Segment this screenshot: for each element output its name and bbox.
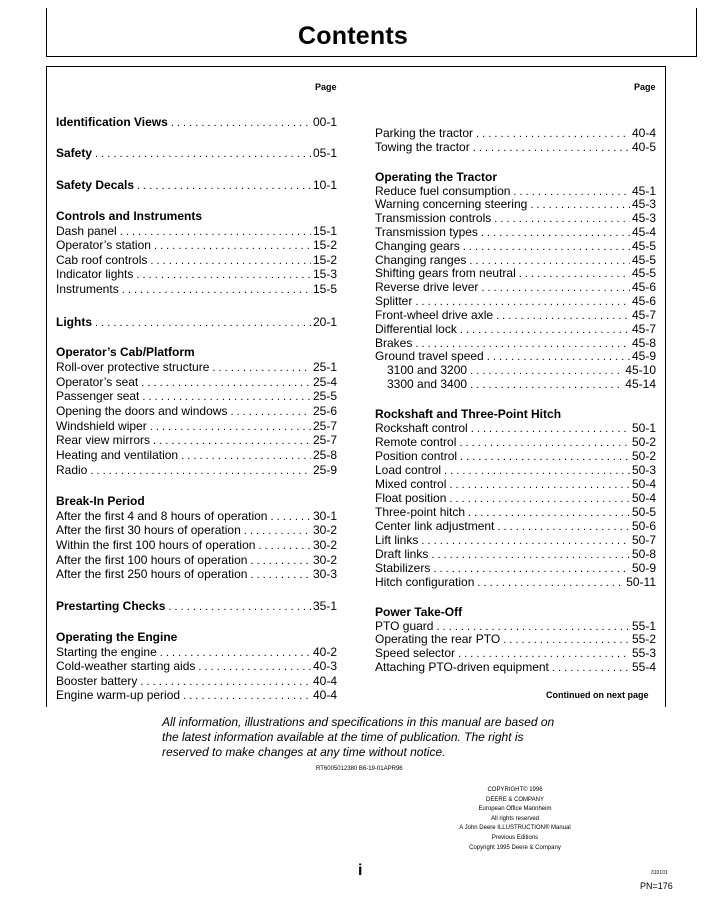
toc-page-number: 50-8 xyxy=(631,547,656,561)
toc-entry xyxy=(375,280,656,294)
toc-page-number: 25-9 xyxy=(312,463,337,477)
toc-entry xyxy=(375,363,656,377)
toc-entry xyxy=(56,419,337,433)
toc-page-number: 40-4 xyxy=(312,688,337,702)
toc-dot-leader xyxy=(459,436,630,450)
toc-page-number: 45-7 xyxy=(631,308,656,322)
toc-page-number: 30-3 xyxy=(312,567,337,581)
toc-entry-title: Lights xyxy=(56,315,92,329)
toc-page-number: 25-1 xyxy=(312,360,337,374)
toc-entry-title: Opening the doors and windows xyxy=(56,404,228,418)
toc-entry xyxy=(375,435,656,449)
toc-entry xyxy=(375,561,656,575)
toc-dot-leader xyxy=(487,350,630,364)
toc-entry xyxy=(375,239,656,253)
toc-entry xyxy=(375,533,656,547)
toc-page-number: 15-1 xyxy=(312,224,337,238)
copyright-line: Previous Editions xyxy=(491,834,539,841)
toc-page-number: 25-5 xyxy=(312,389,337,403)
toc-page-number: 45-4 xyxy=(631,225,656,239)
toc-entry-title: Reduce fuel consumption xyxy=(375,184,511,198)
toc-entry xyxy=(375,140,656,154)
toc-entry-title: Safety xyxy=(56,146,93,160)
toc-entry xyxy=(375,491,656,505)
toc-entry-title: Heating and ventilation xyxy=(56,448,179,462)
toc-dot-leader xyxy=(137,179,311,193)
toc-page-number: 50-4 xyxy=(631,491,656,505)
toc-dot-leader xyxy=(160,646,311,660)
toc-entry xyxy=(375,322,656,336)
toc-entry-title: 3300 and 3400 xyxy=(387,377,468,391)
toc-page-number: 30-2 xyxy=(312,523,337,537)
toc-entry-title: Controls and Instruments xyxy=(56,209,203,223)
toc-entry-title: Windshield wiper xyxy=(56,419,147,433)
toc-section-heading xyxy=(56,209,337,223)
toc-entry-title: Operator’s seat xyxy=(56,375,139,389)
toc-dot-leader xyxy=(473,141,630,155)
toc-entry-title: Center link adjustment xyxy=(375,519,495,533)
toc-entry-title: Changing gears xyxy=(375,239,460,253)
toc-section-heading xyxy=(375,407,656,421)
toc-page-number: 45-6 xyxy=(631,280,656,294)
toc-entry-title: Identification Views xyxy=(56,115,168,129)
toc-page-number: 10-1 xyxy=(312,178,337,192)
toc-entry xyxy=(56,645,337,659)
toc-dot-leader xyxy=(95,316,311,330)
toc-entry-title: Cold-weather starting aids xyxy=(56,659,196,673)
toc-entry xyxy=(375,632,656,646)
toc-entry xyxy=(375,575,656,589)
toc-entry-title: Engine warm-up period xyxy=(56,688,181,702)
toc-page-number: 40-5 xyxy=(631,140,656,154)
toc-entry xyxy=(375,463,656,477)
toc-section-heading xyxy=(375,170,656,184)
toc-entry xyxy=(56,659,337,673)
toc-entry-title: Splitter xyxy=(375,294,413,308)
toc-dot-leader xyxy=(95,147,311,161)
toc-entry-title: Passenger seat xyxy=(56,389,140,403)
toc-page-number: 45-5 xyxy=(631,239,656,253)
toc-dot-leader xyxy=(458,647,630,661)
toc-dot-leader xyxy=(503,633,630,647)
toc-dot-leader xyxy=(270,510,311,524)
toc-dot-leader xyxy=(496,309,630,323)
toc-page-number: 40-3 xyxy=(312,659,337,673)
toc-entry xyxy=(56,282,337,296)
toc-entry xyxy=(375,294,656,308)
toc-section-heading xyxy=(56,630,337,644)
toc-dot-leader xyxy=(460,450,630,464)
toc-entry xyxy=(375,477,656,491)
toc-dot-leader xyxy=(449,492,630,506)
toc-entry xyxy=(375,505,656,519)
toc-entry xyxy=(56,523,337,537)
toc-dot-leader xyxy=(468,506,630,520)
toc-dot-leader xyxy=(421,534,630,548)
toc-entry-title: Radio xyxy=(56,463,88,477)
toc-entry-title: Mixed control xyxy=(375,477,447,491)
toc-entry-title: After the first 4 and 8 hours of operation xyxy=(56,509,268,523)
toc-entry-title: Rear view mirrors xyxy=(56,433,151,447)
toc-entry-title: Lift links xyxy=(375,533,419,547)
toc-page-number: 45-8 xyxy=(631,336,656,350)
toc-entry xyxy=(375,211,656,225)
toc-page-number: 35-1 xyxy=(312,599,337,613)
toc-entry xyxy=(56,115,337,129)
toc-dot-leader xyxy=(463,240,630,254)
toc-dot-leader xyxy=(519,267,630,281)
toc-page-number: 50-2 xyxy=(631,435,656,449)
toc-page-number: 50-1 xyxy=(631,421,656,435)
toc-dot-leader xyxy=(153,434,311,448)
toc-dot-leader xyxy=(415,295,630,309)
toc-entry xyxy=(56,253,337,267)
toc-dot-leader xyxy=(168,600,311,614)
toc-entry-title: Transmission controls xyxy=(375,211,492,225)
copyright-line: DEERE & COMPANY xyxy=(486,796,544,803)
toc-page-number: 15-2 xyxy=(312,238,337,252)
toc-entry-title: Power Take-Off xyxy=(375,605,463,619)
toc-page-number: 45-5 xyxy=(631,253,656,267)
toc-dot-leader xyxy=(90,464,311,478)
toc-entry-title: Changing ranges xyxy=(375,253,467,267)
toc-entry xyxy=(375,519,656,533)
toc-dot-leader xyxy=(181,449,311,463)
toc-page-number: 45-14 xyxy=(625,377,656,391)
toc-entry xyxy=(375,449,656,463)
document-code: RT6005012380 B6-19-01APR96 xyxy=(316,766,403,772)
toc-entry-title: Roll-over protective structure xyxy=(56,360,210,374)
toc-dot-leader xyxy=(198,660,311,674)
toc-page-number: 50-7 xyxy=(631,533,656,547)
toc-dot-leader xyxy=(258,539,311,553)
page-title: Contents xyxy=(298,22,408,50)
toc-dot-leader xyxy=(494,212,630,226)
toc-entry-title: Starting the engine xyxy=(56,645,157,659)
toc-page-number: 30-1 xyxy=(312,509,337,523)
toc-entry xyxy=(56,238,337,252)
toc-entry xyxy=(56,599,337,613)
toc-dot-leader xyxy=(497,520,630,534)
toc-dot-leader xyxy=(150,254,311,268)
toc-page-number: 50-2 xyxy=(631,449,656,463)
left-page-header: Page xyxy=(315,82,337,92)
toc-entry-title: Operator’s Cab/Platform xyxy=(56,345,195,359)
copyright-line: COPYRIGHT© 1996 xyxy=(487,787,543,793)
toc-entry xyxy=(375,126,656,140)
toc-dot-leader xyxy=(244,524,311,538)
toc-page-number: 30-2 xyxy=(312,538,337,552)
toc-page-number: 25-6 xyxy=(312,404,337,418)
toc-dot-leader xyxy=(150,420,311,434)
toc-entry xyxy=(375,377,656,391)
toc-entry-title: Rockshaft and Three-Point Hitch xyxy=(375,407,562,421)
toc-dot-leader xyxy=(140,675,311,689)
toc-entry-title: Three-point hitch xyxy=(375,505,466,519)
copyright-line: European Office Mannheim xyxy=(478,806,552,813)
toc-dot-leader xyxy=(481,281,630,295)
toc-entry xyxy=(56,448,337,462)
toc-entry-title: Float position xyxy=(375,491,447,505)
continued-note: Continued on next page xyxy=(546,690,649,700)
toc-dot-leader xyxy=(250,568,311,582)
toc-entry xyxy=(375,336,656,350)
toc-entry xyxy=(56,404,337,418)
toc-dot-leader xyxy=(460,323,630,337)
toc-page-number: 50-6 xyxy=(631,519,656,533)
toc-entry-title: Front-wheel drive axle xyxy=(375,308,494,322)
toc-entry-title: Rockshaft control xyxy=(375,421,468,435)
toc-entry xyxy=(375,308,656,322)
toc-page-number: 50-3 xyxy=(631,463,656,477)
toc-dot-leader xyxy=(230,405,311,419)
toc-entry xyxy=(56,360,337,374)
toc-entry xyxy=(375,646,656,660)
toc-page-number: 50-5 xyxy=(631,505,656,519)
toc-page-number: 40-2 xyxy=(312,645,337,659)
toc-dot-leader xyxy=(431,548,630,562)
toc-entry-title: Reverse drive lever xyxy=(375,280,479,294)
toc-page-number: 45-7 xyxy=(631,322,656,336)
toc-entry xyxy=(56,267,337,281)
toc-entry-title: Towing the tractor xyxy=(375,140,470,154)
toc-page-number: 00-1 xyxy=(312,115,337,129)
toc-entry-title: Ground travel speed xyxy=(375,349,484,363)
toc-page-number: 55-1 xyxy=(631,619,656,633)
toc-entry-title: Position control xyxy=(375,449,458,463)
toc-entry-title: Load control xyxy=(375,463,442,477)
toc-page-number: 15-2 xyxy=(312,253,337,267)
toc-entry-title: PTO guard xyxy=(375,619,434,633)
toc-dot-leader xyxy=(470,364,623,378)
toc-dot-leader xyxy=(120,225,311,239)
toc-section-heading xyxy=(375,605,656,619)
copyright-line: A John Deere ILLUSTRUCTION® Manual xyxy=(459,825,571,832)
toc-entry-title: Operating the rear PTO xyxy=(375,632,501,646)
toc-entry-title: Differential lock xyxy=(375,322,457,336)
toc-dot-leader xyxy=(477,576,624,590)
publication-notice: All information, illustrations and specifications in this manual are based on the latest information available at the time of publication. The right is reserved to make changes at any time without notice. xyxy=(162,715,555,759)
toc-page-number: 55-4 xyxy=(631,660,656,674)
toc-dot-leader xyxy=(122,283,311,297)
toc-page-number: 50-11 xyxy=(626,575,656,589)
toc-dot-leader xyxy=(142,390,311,404)
toc-dot-leader xyxy=(552,661,630,675)
toc-entry-title: Stabilizers xyxy=(375,561,431,575)
toc-entry xyxy=(56,146,337,160)
toc-entry xyxy=(375,547,656,561)
toc-page-number: 50-9 xyxy=(631,561,656,575)
toc-page-number: 45-3 xyxy=(631,211,656,225)
toc-entry xyxy=(56,315,337,329)
toc-dot-leader xyxy=(250,554,311,568)
toc-entry-title: Draft links xyxy=(375,547,429,561)
toc-dot-leader xyxy=(154,239,311,253)
toc-entry-title: Remote control xyxy=(375,435,457,449)
toc-page-number: 25-8 xyxy=(312,448,337,462)
toc-entry-title: Safety Decals xyxy=(56,178,135,192)
toc-entry xyxy=(56,538,337,552)
toc-dot-leader xyxy=(212,361,311,375)
right-page-header: Page xyxy=(634,82,656,92)
toc-page-number: 40-4 xyxy=(312,674,337,688)
toc-entry xyxy=(375,421,656,435)
toc-entry-title: Brakes xyxy=(375,336,413,350)
toc-entry-title: After the first 100 hours of operation xyxy=(56,553,248,567)
toc-entry xyxy=(56,375,337,389)
toc-dot-leader xyxy=(471,422,630,436)
toc-entry-title: 3100 and 3200 xyxy=(387,363,468,377)
toc-entry xyxy=(375,266,656,280)
toc-page-number: 40-4 xyxy=(631,126,656,140)
toc-entry-title: Indicator lights xyxy=(56,267,134,281)
toc-page-number: 25-4 xyxy=(312,375,337,389)
toc-entry-title: Warning concerning steering xyxy=(375,197,528,211)
toc-page-number: 45-1 xyxy=(631,184,656,198)
page-folio: i xyxy=(358,862,363,879)
toc-page-number: 05-1 xyxy=(312,146,337,160)
copyright-line: All rights reserved xyxy=(490,815,540,822)
toc-page-number: 25-7 xyxy=(312,433,337,447)
page-number-code: PN=176 xyxy=(640,881,673,891)
toc-dot-leader xyxy=(141,376,311,390)
reference-number: 310101 xyxy=(651,870,668,876)
toc-entry-title: Booster battery xyxy=(56,674,138,688)
toc-entry xyxy=(375,660,656,674)
toc-entry-title: Instruments xyxy=(56,282,119,296)
toc-page-number: 55-3 xyxy=(631,646,656,660)
copyright-line: Copyright 1995 Deere & Company xyxy=(469,844,561,851)
toc-entry xyxy=(56,674,337,688)
toc-entry-title: Attaching PTO-driven equipment xyxy=(375,660,549,674)
toc-entry-title: After the first 250 hours of operation xyxy=(56,567,248,581)
copyright-block xyxy=(430,786,600,853)
toc-page-number: 45-3 xyxy=(631,197,656,211)
toc-dot-leader xyxy=(530,198,630,212)
toc-page-number: 45-5 xyxy=(631,266,656,280)
toc-dot-leader xyxy=(183,689,311,703)
toc-entry xyxy=(56,553,337,567)
toc-entry xyxy=(56,389,337,403)
toc-page-number: 15-5 xyxy=(312,282,337,296)
toc-dot-leader xyxy=(433,562,630,576)
toc-entry xyxy=(375,184,656,198)
toc-section-heading xyxy=(56,345,337,359)
toc-dot-leader xyxy=(171,116,311,130)
toc-entry xyxy=(56,463,337,477)
toc-page-number: 50-4 xyxy=(631,477,656,491)
toc-entry-title: Shifting gears from neutral xyxy=(375,266,516,280)
toc-section-heading xyxy=(56,494,337,508)
toc-page-number: 45-10 xyxy=(625,363,656,377)
toc-entry xyxy=(56,688,337,702)
toc-entry xyxy=(56,433,337,447)
toc-entry-title: Transmission types xyxy=(375,225,478,239)
toc-entry xyxy=(375,197,656,211)
toc-entry-title: Dash panel xyxy=(56,224,117,238)
toc-entry-title: Operating the Engine xyxy=(56,630,178,644)
toc-dot-leader xyxy=(444,464,630,478)
toc-entry-title: Parking the tractor xyxy=(375,126,474,140)
toc-entry-title: Speed selector xyxy=(375,646,456,660)
toc-page-number: 30-2 xyxy=(312,553,337,567)
toc-page-number: 45-9 xyxy=(631,349,656,363)
toc-dot-leader xyxy=(470,378,623,392)
toc-entry xyxy=(56,509,337,523)
toc-dot-leader xyxy=(476,127,630,141)
toc-entry xyxy=(375,619,656,633)
toc-entry xyxy=(375,349,656,363)
toc-entry-title: Break-In Period xyxy=(56,494,145,508)
toc-entry xyxy=(56,224,337,238)
toc-dot-leader xyxy=(136,268,311,282)
contents-frame-right-edge xyxy=(665,66,666,707)
toc-entry-title: Hitch configuration xyxy=(375,575,475,589)
toc-entry-title: Operating the Tractor xyxy=(375,170,498,184)
toc-entry-title: Operator’s station xyxy=(56,238,151,252)
toc-entry-title: Cab roof controls xyxy=(56,253,148,267)
toc-page-number: 55-2 xyxy=(631,632,656,646)
toc-entry-title: After the first 30 hours of operation xyxy=(56,523,241,537)
toc-page-number: 20-1 xyxy=(312,315,337,329)
toc-page-number: 45-6 xyxy=(631,294,656,308)
toc-dot-leader xyxy=(449,478,630,492)
toc-entry-title: Prestarting Checks xyxy=(56,599,166,613)
toc-entry xyxy=(375,253,656,267)
toc-page-number: 15-3 xyxy=(312,267,337,281)
toc-dot-leader xyxy=(481,226,630,240)
toc-entry xyxy=(56,567,337,581)
toc-entry-title: Within the first 100 hours of operation xyxy=(56,538,256,552)
toc-page-number: 25-7 xyxy=(312,419,337,433)
toc-entry xyxy=(375,225,656,239)
toc-entry xyxy=(56,178,337,192)
